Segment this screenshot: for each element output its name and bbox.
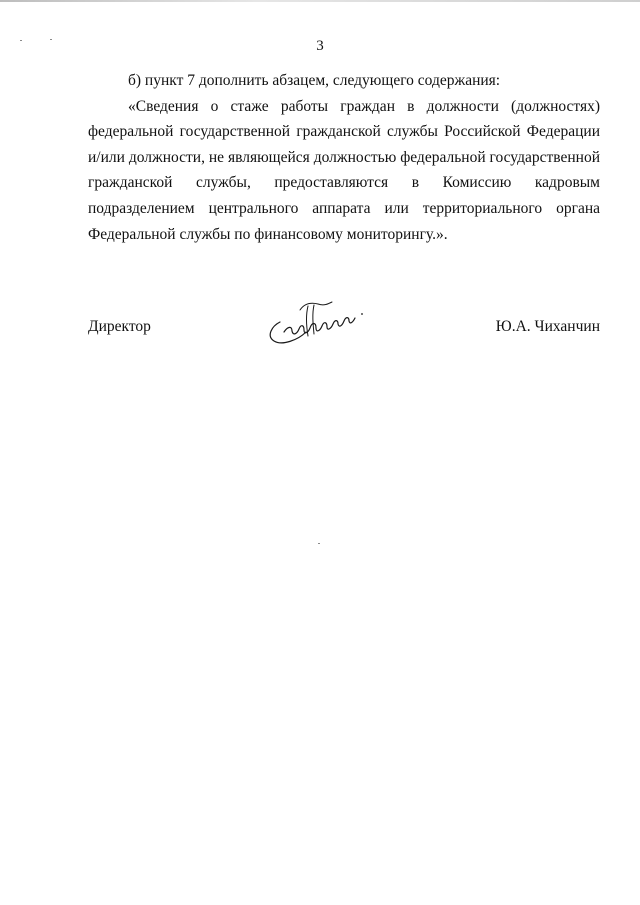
quoted-text-line: подразделением центрального аппарата или территориального органа bbox=[88, 199, 600, 217]
quoted-text-line: «Сведения о стаже работы граждан в должности (должностях) bbox=[128, 97, 600, 115]
quoted-text-line: федеральной государственной гражданской службы Российской Федерации bbox=[88, 123, 600, 141]
quoted-text-line: Федеральной службы по финансовому мониторингу.». bbox=[88, 225, 448, 243]
signatory-name: Ю.А. Чиханчин bbox=[495, 318, 600, 335]
handwritten-signature bbox=[262, 296, 370, 350]
page-number: 3 bbox=[316, 38, 324, 54]
quoted-text-line: и/или должности, не являющейся должностью федеральной государственной bbox=[88, 148, 600, 166]
scan-edge-line bbox=[0, 0, 640, 2]
quoted-text-line: гражданской службы, предоставляются в Комиссию кадровым bbox=[88, 174, 600, 192]
amendment-text bbox=[88, 68, 600, 247]
scan-speck bbox=[318, 543, 320, 544]
signatory-title: Директор bbox=[88, 318, 151, 335]
paragraph-intro-line: б) пункт 7 дополнить абзацем, следующего содержания: bbox=[128, 72, 501, 89]
